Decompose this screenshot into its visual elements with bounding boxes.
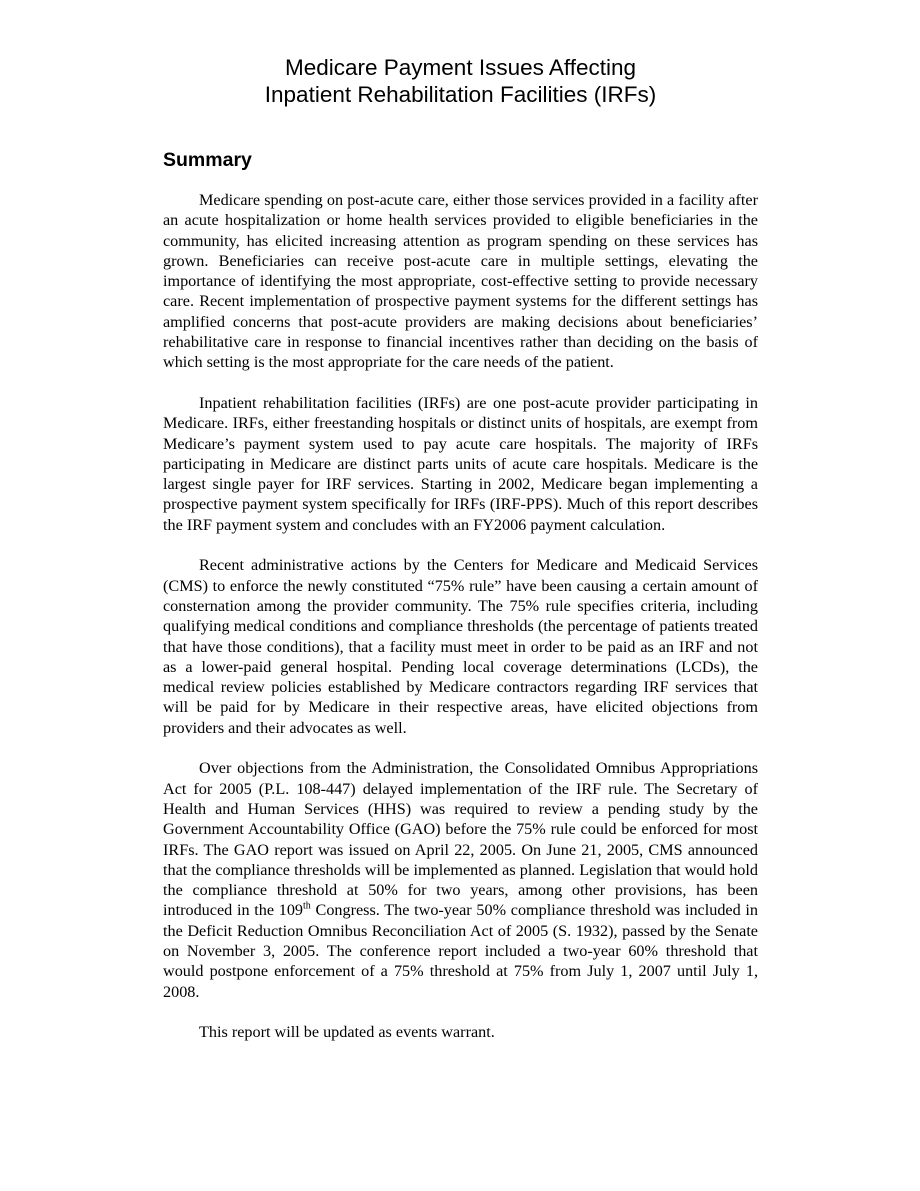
paragraph-4-text-a: Over objections from the Administration, the Consolidated Omnibus Appropriations Act for 2005 (P.L. 108-447) delayed implementation of the IRF rule. The Secretary of Health and Human Services (HHS) was required to review a pending study by the Government Accountability Office (GAO) before the 75% rule could be enforced for most IRFs. The GAO report was issued on April 22, 2005. On June 21, 2005, CMS announced that the compliance thresholds will be implemented as planned. Legislation that would hold the compliance threshold at 50% for two years, among other provisions, has been introduced in the 109 bbox=[163, 759, 758, 920]
title-line-1: Medicare Payment Issues Affecting bbox=[284, 55, 636, 80]
document-title bbox=[163, 54, 758, 108]
title-line-2: Inpatient Rehabilitation Facilities (IRFs) bbox=[264, 82, 657, 107]
summary-paragraph-2: Inpatient rehabilitation facilities (IRFs) are one post-acute provider participating in Medicare. IRFs, either freestanding hospitals or distinct units of hospitals, are exempt from Medicare’s payment system used to pay acute care hospitals. The majority of IRFs participating in Medicare are distinct parts units of acute care hospitals. Medicare is the largest single payer for IRF services. Starting in 2002, Medicare began implementing a prospective payment system specifically for IRFs (IRF-PPS). Much of this report describes the IRF payment system and concludes with an FY2006 payment calculation. bbox=[163, 393, 758, 534]
document-page bbox=[163, 54, 758, 1042]
summary-paragraph-5: This report will be updated as events warrant. bbox=[199, 1023, 495, 1042]
summary-paragraph-4 bbox=[163, 758, 758, 1002]
summary-paragraph-1: Medicare spending on post-acute care, either those services provided in a facility after an acute hospitalization or home health services provided to eligible beneficiaries in the community, has elicited increasing attention as program spending on these services has grown. Beneficiaries can receive post-acute care in multiple settings, elevating the importance of identifying the most appropriate, cost-effective setting to provide necessary care. Recent implementation of prospective payment systems for the different settings has amplified concerns that post-acute providers are making decisions about beneficiaries’ rehabilitative care in response to financial incentives rather than deciding on the basis of which setting is the most appropriate for the care needs of the patient. bbox=[163, 191, 758, 372]
paragraph-4-text-b: Congress. The two-year 50% compliance threshold was included in the Deficit Reduction Omnibus Reconciliation Act of 2005 (S. 1932), passed by the Senate on November 3, 2005. The conference report included a two-year 60% threshold that would postpone enforcement of a 75% threshold at 75% from July 1, 2007 until July 1, 2008. bbox=[163, 901, 758, 1001]
section-heading-summary: Summary bbox=[163, 149, 252, 171]
ordinal-superscript: th bbox=[303, 901, 311, 912]
summary-paragraph-3: Recent administrative actions by the Centers for Medicare and Medicaid Services (CMS) to enforce the newly constituted “75% rule” have been causing a certain amount of consternation among the provider community. The 75% rule specifies criteria, including qualifying medical conditions and compliance thresholds (the percentage of patients treated that have those conditions), that a facility must meet in order to be paid as an IRF and not as a lower-paid general hospital. Pending local coverage determinations (LCDs), the medical review policies established by Medicare contractors regarding IRF services that will be paid for by Medicare in their respective areas, have elicited objections from providers and their advocates as well. bbox=[163, 556, 758, 737]
